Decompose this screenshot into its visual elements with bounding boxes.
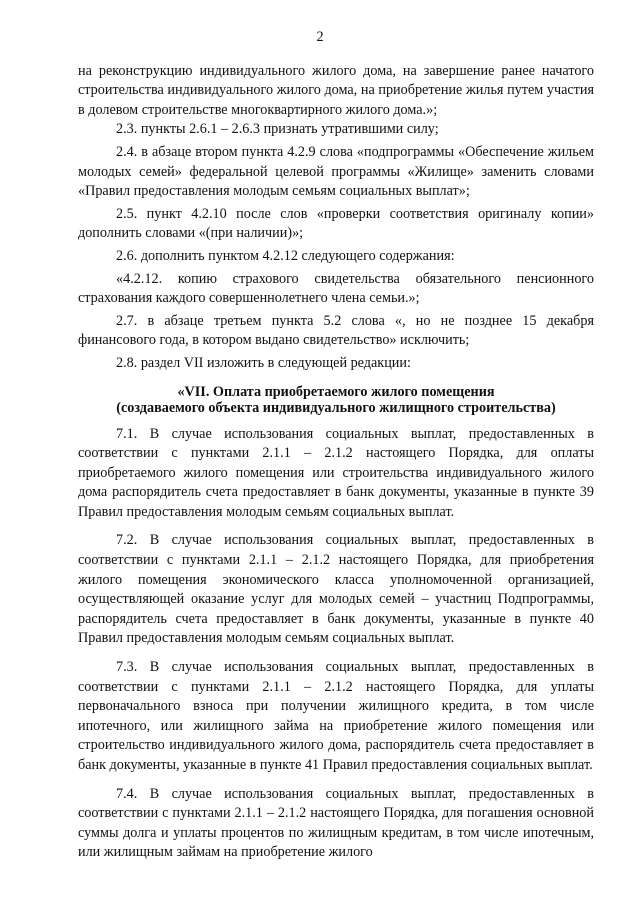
section-heading bbox=[78, 384, 594, 417]
item-2-6: 2.6. дополнить пунктом 4.2.12 следующего содержания: bbox=[116, 247, 455, 264]
item-2-3: 2.3. пункты 2.6.1 – 2.6.3 признать утратившими силу; bbox=[116, 121, 439, 138]
section-title-line-2: (создаваемого объекта индивидуального жилищного строительства) bbox=[116, 400, 556, 416]
intro-paragraph: на реконструкцию индивидуального жилого дома, на завершение ранее начатого строительства индивидуального жилого дома, на приобретение жилья путем участия в долевом строительстве многоквартирного жилого дома.»; bbox=[78, 62, 594, 118]
clause-7-2: 7.2. В случае использования социальных выплат, предоставленных в соответствии с пунктами 2.1.1 – 2.1.2 настоящего Порядка, для приобретения жилого помещения экономического класса уполномоченной организацией, осуществляющей оказание услуг для молодых семей – участниц Подпрограммы, распорядитель счета предоставляет в банк документы, указанные в пункте 40 Правил предоставления молодым семьям социальных выплат. bbox=[78, 532, 594, 647]
clause-7-1: 7.1. В случае использования социальных выплат, предоставленных в соответствии с пунктами 2.1.1 – 2.1.2 настоящего Порядка, для оплаты приобретаемого жилого помещения или строительства индивидуального жилого дома распорядитель счета предоставляет в банк документы, указанные в пункте 39 Правил предоставления молодым семьям социальных выплат. bbox=[78, 425, 594, 520]
page-number: 2 bbox=[316, 29, 324, 45]
clause-7-4: 7.4. В случае использования социальных выплат, предоставленных в соответствии с пунктами 2.1.1 – 2.1.2 настоящего Порядка, для погашения основной суммы долга и уплаты процентов по жилищным кредитам, в том числе ипотечным, или жилищным займам на приобретение жилого bbox=[78, 785, 594, 861]
clause-7-3: 7.3. В случае использования социальных выплат, предоставленных в соответствии с пунктами 2.1.1 – 2.1.2 настоящего Порядка, для уплаты первоначального взноса при получении жилищного кредита, в том числе ипотечного, или жилищного займа на приобретение жилого помещения или строительство индивидуального жилого дома, распорядитель счета предоставляет в банк документы, указанные в пункте 41 Правил предоставления социальных выплат. bbox=[78, 659, 594, 773]
section-title-line-1: «VII. Оплата приобретаемого жилого помещения bbox=[177, 383, 495, 400]
item-4-2-12: «4.2.12. копию страхового свидетельства обязательного пенсионного страхования каждого совершеннолетнего члена семьи.»; bbox=[78, 270, 594, 307]
item-2-8: 2.8. раздел VII изложить в следующей редакции: bbox=[116, 354, 411, 371]
item-2-4: 2.4. в абзаце втором пункта 4.2.9 слова «подпрограммы «Обеспечение жильем молодых семей» федеральной целевой программы «Жилище» заменить словами «Правил предоставления молодым семьям социальных выплат»; bbox=[78, 143, 594, 200]
item-2-5: 2.5. пункт 4.2.10 после слов «проверки соответствия оригиналу копии» дополнить словами «(при наличии)»; bbox=[78, 205, 594, 242]
item-2-7: 2.7. в абзаце третьем пункта 5.2 слова «, но не позднее 15 декабря финансового года, в котором выдано свидетельство» исключить; bbox=[78, 312, 594, 349]
